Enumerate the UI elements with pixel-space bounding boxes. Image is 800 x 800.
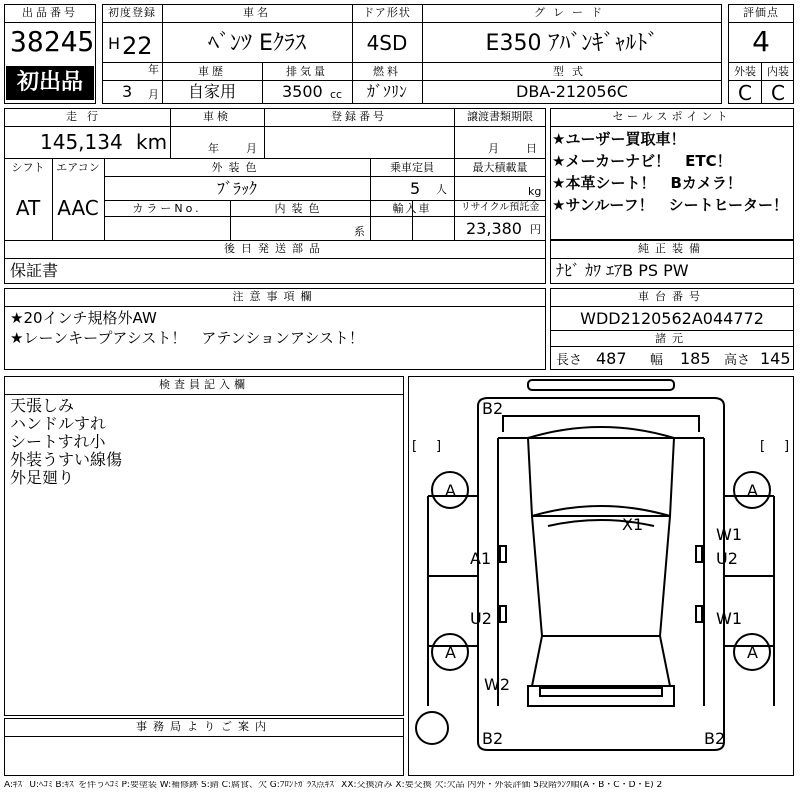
displacement: 3500 — [282, 82, 323, 101]
width-label: 幅 — [650, 353, 664, 368]
color-no-label: カラーNo. — [132, 202, 202, 215]
height: 145 — [760, 349, 791, 368]
first-reg-label: 初度登録 — [108, 6, 156, 19]
lot-number: 38245 — [10, 25, 95, 58]
exterior-score: C — [738, 81, 752, 105]
chassis-number: WDD2120562A044772 — [580, 309, 764, 328]
mark-rear-right: B2 — [704, 729, 726, 748]
fuel-label: 燃料 — [373, 65, 401, 78]
grade: E350 ｱﾊﾞﾝｷﾞｬﾙﾄﾞ — [485, 31, 659, 56]
capacity-unit: 人 — [436, 183, 447, 196]
car-name-label: 車名 — [243, 6, 271, 19]
office-label: 事務局よりご案内 — [136, 720, 272, 733]
recycle-amount: 23,380 — [466, 219, 522, 238]
sales-point-2: ★メーカーナビ！ ETC！ — [552, 152, 732, 170]
inspection-month-unit: 月 — [246, 142, 257, 155]
door-label: ドア形状 — [363, 6, 411, 19]
history: 自家用 — [187, 82, 236, 101]
mark-right-front-door-2: U2 — [716, 549, 738, 568]
import-label: 輸入車 — [392, 202, 432, 215]
interior-score: C — [771, 81, 785, 105]
shift-label: シフト — [11, 161, 45, 174]
legend: A:ｷｽﾞ U:ﾍｺﾐ B:ｷｽﾞを伴うﾍｺﾐ P:要塗装 W:補修跡 S:錆 C:腐食、欠 G:ﾌﾛﾝﾄｶﾞﾗｽ点ｷｽﾞ XX:交換済み X:要交換 欠:欠品 内外・外装評価 5段階ﾗﾝｸ順(A・B・C・D・E) 2 — [4, 781, 663, 790]
accessories-value: 保証書 — [10, 261, 59, 280]
mark-rear-left: B2 — [482, 729, 504, 748]
inspector-note-5: 外足廻り — [10, 468, 75, 487]
inspector-note-4: 外装うすい線傷 — [10, 450, 123, 469]
sales-point-4: ★サンルーフ！ シートヒーター！ — [552, 196, 788, 214]
mileage: 145,134 — [40, 130, 123, 154]
first-listing-text: 初出品 — [16, 70, 83, 95]
mark-wheel-rl: A — [445, 643, 456, 662]
svg-text:[: [ — [412, 439, 418, 454]
lot-number-label: 出品番号 — [22, 6, 78, 19]
mark-left-front-fender: A1 — [470, 549, 492, 568]
displacement-label: 排気量 — [286, 65, 328, 78]
recycle-unit: 円 — [530, 223, 541, 236]
equipment-label: 純正装備 — [638, 242, 706, 255]
mark-wheel-fl: A — [445, 481, 456, 500]
mark-left-rear-fender: W2 — [484, 675, 510, 694]
chassis-label: 車台番号 — [638, 290, 706, 303]
reg-no-label: 登録番号 — [331, 110, 387, 123]
score-label: 評価点 — [743, 6, 779, 19]
car-name: ﾍﾞﾝﾂ Eｸﾗｽ — [208, 31, 306, 56]
inspector-note-1: 天張しみ — [10, 396, 75, 415]
svg-text:[: [ — [760, 439, 766, 454]
mark-front-bumper: B2 — [482, 399, 504, 418]
mark-hood: X1 — [622, 515, 644, 534]
sales-point-1: ★ユーザー買取車！ — [552, 130, 686, 148]
score: 4 — [752, 25, 770, 58]
inspector-label: 検査員記入欄 — [159, 378, 249, 391]
mark-right-rear-door: W1 — [716, 609, 742, 628]
sales-point-3: ★本革シート！ Bカメラ！ — [552, 174, 742, 192]
interior-label: 内装 — [767, 65, 789, 78]
door-type: 4SD — [366, 31, 408, 55]
svg-text:]: ] — [436, 439, 442, 454]
mileage-label: 走行 — [66, 110, 108, 123]
length: 487 — [596, 349, 627, 368]
era-letter: H — [108, 34, 121, 53]
displacement-unit: cc — [330, 88, 343, 101]
model-label: 型式 — [553, 65, 591, 78]
era-year: 22 — [122, 32, 153, 60]
mark-wheel-rr: A — [747, 643, 758, 662]
inspector-note-2: ハンドルすれ — [10, 414, 107, 433]
note-1: ★20インチ規格外AW — [10, 309, 157, 327]
height-label: 高さ — [724, 353, 751, 368]
equipment-value: ﾅﾋﾞ ｶﾜ ｴｱB PS PW — [556, 261, 689, 280]
mark-wheel-fr: A — [747, 481, 758, 500]
month-unit: 月 — [148, 88, 159, 101]
max-load-label: 最大積載量 — [472, 161, 528, 174]
mark-left-rear-door: U2 — [470, 609, 492, 628]
capacity: 5 — [410, 179, 421, 198]
history-label: 車歴 — [198, 65, 226, 78]
inspection-year-unit: 年 — [208, 142, 219, 155]
ext-color: ﾌﾞﾗｯｸ — [216, 179, 257, 198]
year-unit: 年 — [148, 63, 159, 76]
int-color-label: 内装色 — [274, 202, 326, 215]
inspector-note-3: シートすれ小 — [10, 432, 106, 451]
model-code: DBA-212056C — [516, 82, 628, 101]
mark-right-front-door: W1 — [716, 525, 742, 544]
dims-label: 諸元 — [655, 332, 689, 345]
width: 185 — [680, 349, 711, 368]
mileage-unit: km — [136, 130, 168, 154]
notes-label: 注意事項欄 — [232, 290, 318, 303]
recycle-label: リサイクル預託金 — [460, 202, 540, 213]
transfer-label: 譲渡書類期限 — [467, 110, 533, 123]
shift: AT — [15, 196, 41, 220]
note-2: ★レーンキープアシスト！ アテンションアシスト！ — [10, 329, 364, 347]
ac-label: エアコン — [56, 161, 100, 174]
capacity-label: 乗車定員 — [390, 161, 434, 174]
length-label: 長さ — [556, 353, 583, 368]
svg-text:]: ] — [784, 439, 790, 454]
fuel: ｶﾞｿﾘﾝ — [366, 82, 407, 101]
max-load-unit: kg — [528, 185, 542, 198]
ac: AAC — [57, 196, 99, 220]
int-color-unit: 系 — [354, 225, 365, 238]
ext-color-label: 外装色 — [211, 161, 263, 174]
grade-label: グレード — [534, 6, 610, 19]
first-reg-month: 3 — [122, 82, 133, 101]
transfer-day-unit: 日 — [526, 142, 537, 155]
transfer-month-unit: 月 — [488, 142, 499, 155]
sales-points-label: セールスポイント — [612, 110, 732, 123]
accessories-label: 後日発送部品 — [224, 242, 326, 255]
inspection-label: 車検 — [203, 110, 231, 123]
exterior-label: 外装 — [734, 65, 756, 78]
